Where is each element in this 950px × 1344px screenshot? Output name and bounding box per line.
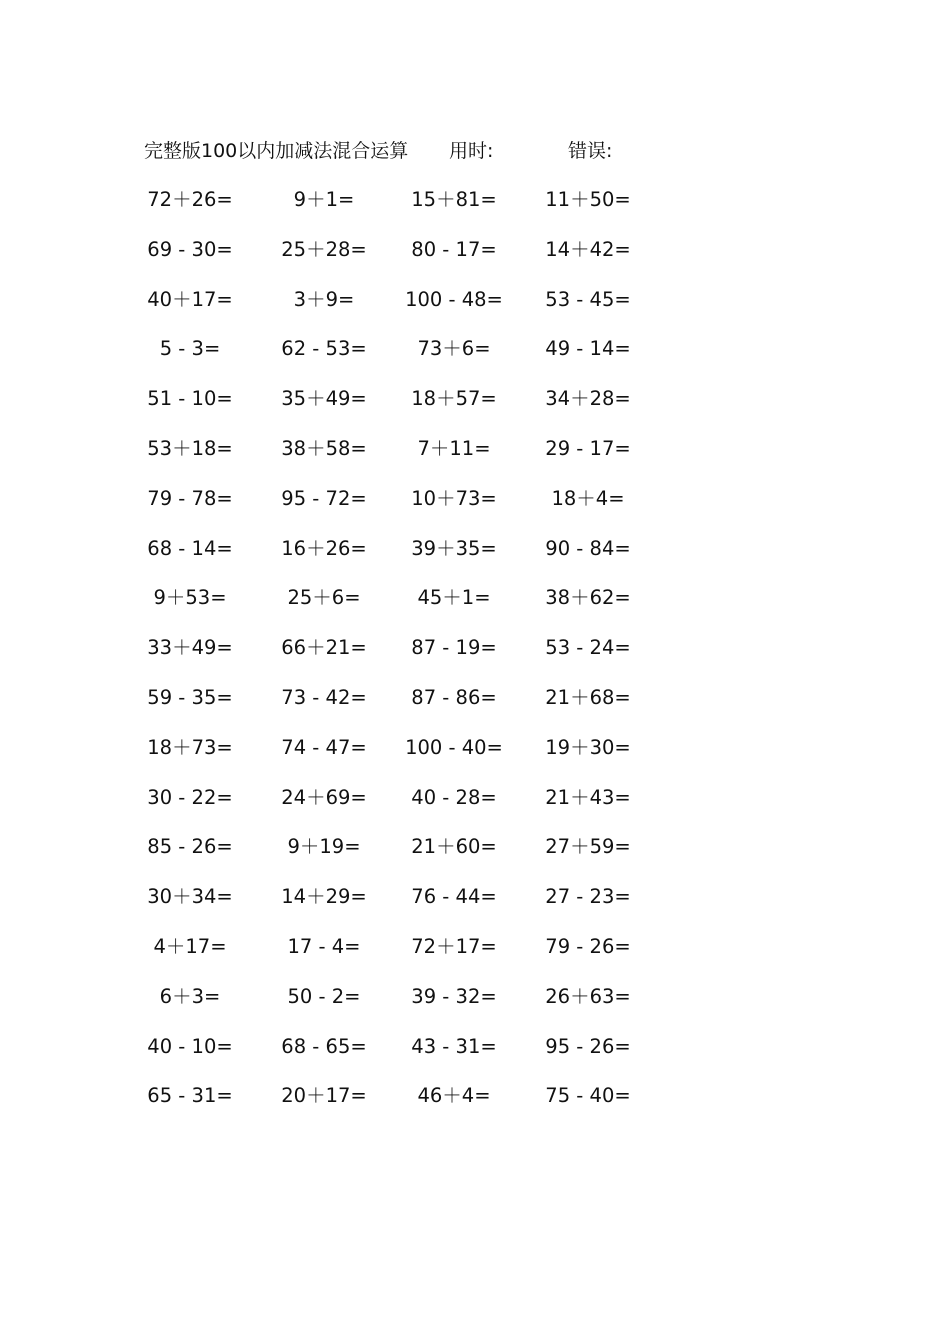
math-problem: 6＋3=	[159, 984, 221, 1008]
math-problem: 18＋57=	[411, 387, 497, 411]
problem-row	[0, 582, 950, 632]
math-problem: 30 - 22=	[147, 785, 233, 809]
math-problem: 21＋43=	[545, 785, 631, 809]
math-problem: 59 - 35=	[147, 685, 233, 709]
math-problem: 40 - 28=	[411, 785, 497, 809]
math-problem: 73 - 42=	[281, 685, 367, 709]
math-problem: 3＋9=	[293, 287, 355, 311]
math-problem: 43 - 31=	[411, 1034, 497, 1058]
error-count-label: 错误:	[568, 140, 613, 162]
math-problem: 73＋6=	[417, 337, 491, 361]
problem-row	[0, 981, 950, 1031]
problem-row	[0, 433, 950, 483]
math-problem: 14＋42=	[545, 237, 631, 261]
math-problem: 25＋6=	[287, 586, 361, 610]
math-problem: 39 - 32=	[411, 984, 497, 1008]
math-problem: 21＋68=	[545, 685, 631, 709]
math-problem: 11＋50=	[545, 188, 631, 211]
math-problem: 66＋21=	[281, 636, 367, 660]
math-problem: 53＋18=	[147, 436, 233, 460]
math-problem: 9＋19=	[287, 835, 361, 859]
math-problem: 51 - 10=	[147, 387, 233, 411]
math-problem: 34＋28=	[545, 387, 631, 411]
math-problem: 20＋17=	[281, 1084, 367, 1108]
problem-grid	[0, 184, 950, 1130]
math-problem: 17 - 4=	[287, 934, 361, 958]
math-problem: 4＋17=	[153, 934, 227, 958]
math-problem: 10＋73=	[411, 486, 497, 510]
problem-row	[0, 1080, 950, 1130]
math-problem: 35＋49=	[281, 387, 367, 411]
math-problem: 79 - 78=	[147, 486, 233, 510]
math-problem: 53 - 24=	[545, 636, 631, 660]
math-problem: 87 - 86=	[411, 685, 497, 709]
math-problem: 16＋26=	[281, 536, 367, 560]
problem-row	[0, 732, 950, 782]
problem-row	[0, 234, 950, 284]
math-problem: 95 - 26=	[545, 1034, 631, 1058]
math-problem: 95 - 72=	[281, 486, 367, 510]
problem-row	[0, 831, 950, 881]
math-problem: 27 - 23=	[545, 885, 631, 909]
math-problem: 40 - 10=	[147, 1034, 233, 1058]
math-problem: 40＋17=	[147, 287, 233, 311]
time-used-label: 用时:	[449, 140, 494, 162]
math-problem: 39＋35=	[411, 536, 497, 560]
math-problem: 30＋34=	[147, 885, 233, 909]
problem-row	[0, 483, 950, 533]
math-problem: 25＋28=	[281, 237, 367, 261]
math-problem: 19＋30=	[545, 735, 631, 759]
math-problem: 79 - 26=	[545, 934, 631, 958]
math-problem: 45＋1=	[417, 586, 491, 610]
worksheet-title: 完整版100以内加减法混合运算	[144, 140, 409, 162]
math-problem: 90 - 84=	[545, 536, 631, 560]
problem-row	[0, 383, 950, 433]
math-problem: 26＋63=	[545, 984, 631, 1008]
math-problem: 80 - 17=	[411, 237, 497, 261]
math-problem: 5 - 3=	[159, 337, 221, 361]
problem-row	[0, 682, 950, 732]
math-problem: 100 - 48=	[405, 287, 503, 311]
problem-row	[0, 881, 950, 931]
math-problem: 18＋73=	[147, 735, 233, 759]
math-problem: 21＋60=	[411, 835, 497, 859]
problem-row	[0, 632, 950, 682]
math-problem: 27＋59=	[545, 835, 631, 859]
math-problem: 33＋49=	[147, 636, 233, 660]
worksheet-header	[0, 136, 950, 166]
math-problem: 46＋4=	[417, 1084, 491, 1108]
math-problem: 75 - 40=	[545, 1084, 631, 1108]
math-problem: 74 - 47=	[281, 735, 367, 759]
problem-row	[0, 184, 950, 234]
math-problem: 87 - 19=	[411, 636, 497, 660]
math-problem: 76 - 44=	[411, 885, 497, 909]
math-problem: 50 - 2=	[287, 984, 361, 1008]
math-problem: 15＋81=	[411, 188, 497, 211]
math-problem: 85 - 26=	[147, 835, 233, 859]
math-problem: 29 - 17=	[545, 436, 631, 460]
problem-row	[0, 782, 950, 832]
math-problem: 53 - 45=	[545, 287, 631, 311]
math-problem: 68 - 14=	[147, 536, 233, 560]
problem-row	[0, 333, 950, 383]
math-problem: 72＋26=	[147, 188, 233, 211]
math-problem: 68 - 65=	[281, 1034, 367, 1058]
problem-row	[0, 931, 950, 981]
math-problem: 14＋29=	[281, 885, 367, 909]
math-problem: 9＋1=	[293, 188, 355, 211]
math-problem: 18＋4=	[551, 486, 625, 510]
math-problem: 49 - 14=	[545, 337, 631, 361]
math-problem: 24＋69=	[281, 785, 367, 809]
math-problem: 7＋11=	[417, 436, 491, 460]
math-problem: 72＋17=	[411, 934, 497, 958]
math-problem: 9＋53=	[153, 586, 227, 610]
math-problem: 38＋58=	[281, 436, 367, 460]
problem-row	[0, 533, 950, 583]
math-problem: 100 - 40=	[405, 735, 503, 759]
problem-row	[0, 1031, 950, 1081]
math-problem: 62 - 53=	[281, 337, 367, 361]
math-problem: 65 - 31=	[147, 1084, 233, 1108]
math-problem: 38＋62=	[545, 586, 631, 610]
math-problem: 69 - 30=	[147, 237, 233, 261]
problem-row	[0, 284, 950, 334]
